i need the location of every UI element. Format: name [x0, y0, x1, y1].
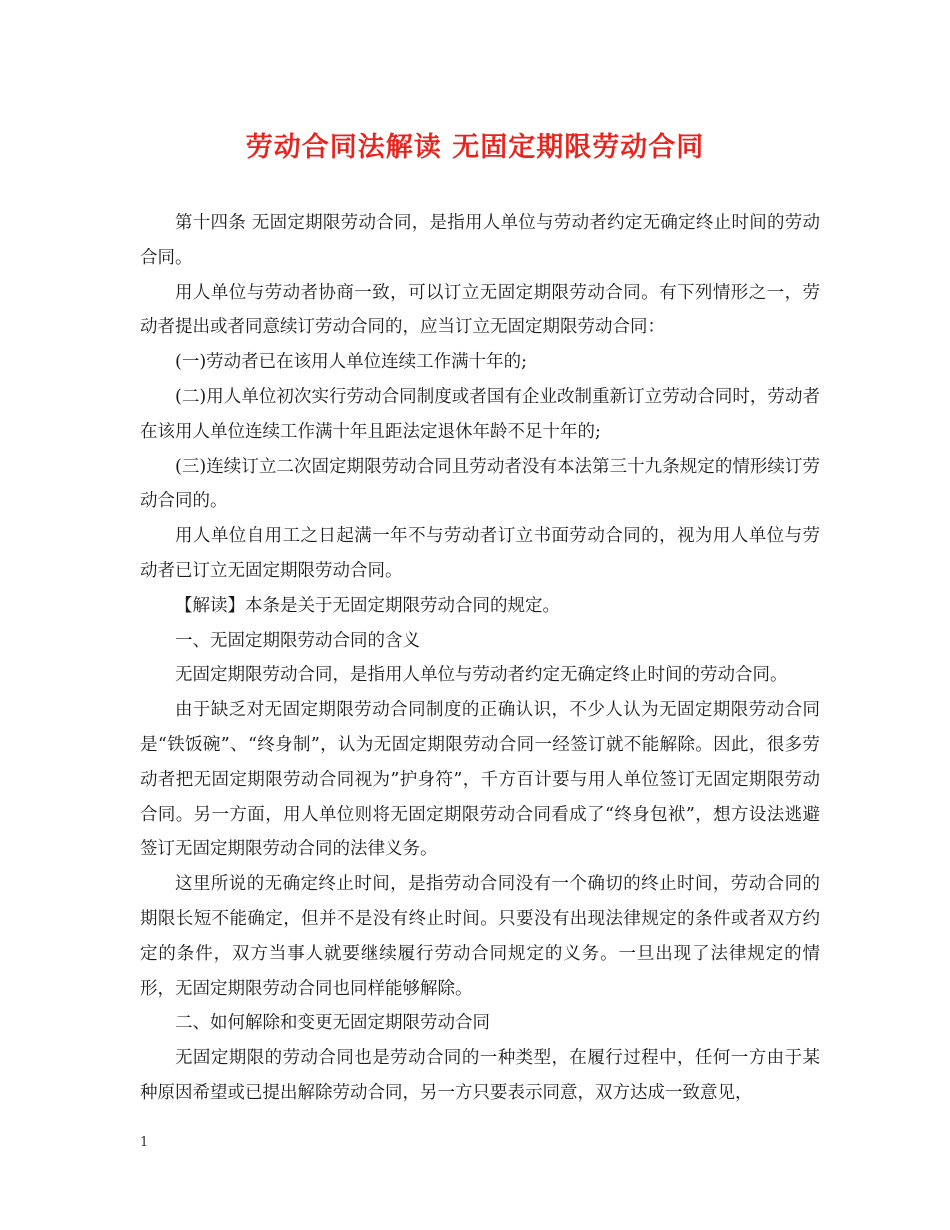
- paragraph-article-14: 第十四条 无固定期限劳动合同，是指用人单位与劳动者约定无确定终止时间的劳动合同。: [140, 213, 820, 268]
- page-number: 1: [140, 1135, 149, 1150]
- paragraph-condition-3: (三)连续订立二次固定期限劳动合同且劳动者没有本法第三十九条规定的情形续订劳动合同的。: [140, 456, 820, 512]
- paragraph-misconception: 由于缺乏对无固定期限劳动合同制度的正确认识，不少人认为无固定期限劳动合同是“铁饭碗”、“终身制”，认为无固定期限劳动合同一经签订就不能解除。因此，很多劳动者把无固定期限劳动合同视为”护身符”，千方百计要与用人单位签订无固定期限劳动合同。另一方面，用人单位则将无固定期限劳动合同看成了“终身包袱”，想方设法逃避签订无固定期限劳动合同的法律义务。: [140, 700, 820, 860]
- paragraph-one-year-rule: 用人单位自用工之日起满一年不与劳动者订立书面劳动合同的，视为用人单位与劳动者已订立无固定期限劳动合同。: [140, 526, 820, 581]
- section-heading-2: 二、如何解除和变更无固定期限劳动合同: [175, 1013, 490, 1034]
- document-body: [140, 206, 820, 1111]
- paragraph-definition: 无固定期限劳动合同，是指用人单位与劳动者约定无确定终止时间的劳动合同。: [175, 665, 788, 686]
- paragraph-termination-time: 这里所说的无确定终止时间，是指劳动合同没有一个确切的终止时间，劳动合同的期限长短不能确定，但并不是没有终止时间。只要没有出现法律规定的条件或者双方约定的条件，双方当事人就要继续履行劳动合同规定的义务。一旦出现了法律规定的情形，无固定期限劳动合同也同样能够解除。: [140, 874, 820, 999]
- paragraph-conditions-intro: 用人单位与劳动者协商一致，可以订立无固定期限劳动合同。有下列情形之一，劳动者提出或者同意续订劳动合同的，应当订立无固定期限劳动合同：: [140, 282, 820, 338]
- paragraph-interpretation: 【解读】本条是关于无固定期限劳动合同的规定。: [175, 595, 560, 616]
- section-heading-1: 一、无固定期限劳动合同的含义: [175, 630, 420, 651]
- paragraph-rescission: 无固定期限的劳动合同也是劳动合同的一种类型，在履行过程中，任何一方由于某种原因希望或已提出解除劳动合同，另一方只要表示同意，双方达成一致意见，: [140, 1048, 820, 1103]
- paragraph-condition-2: (二)用人单位初次实行劳动合同制度或者国有企业改制重新订立劳动合同时，劳动者在该用人单位连续工作满十年且距法定退休年龄不足十年的;: [140, 386, 820, 442]
- document-title: 劳动合同法解读 无固定期限劳动合同: [245, 132, 705, 163]
- paragraph-condition-1: (一)劳动者已在该用人单位连续工作满十年的;: [175, 352, 528, 373]
